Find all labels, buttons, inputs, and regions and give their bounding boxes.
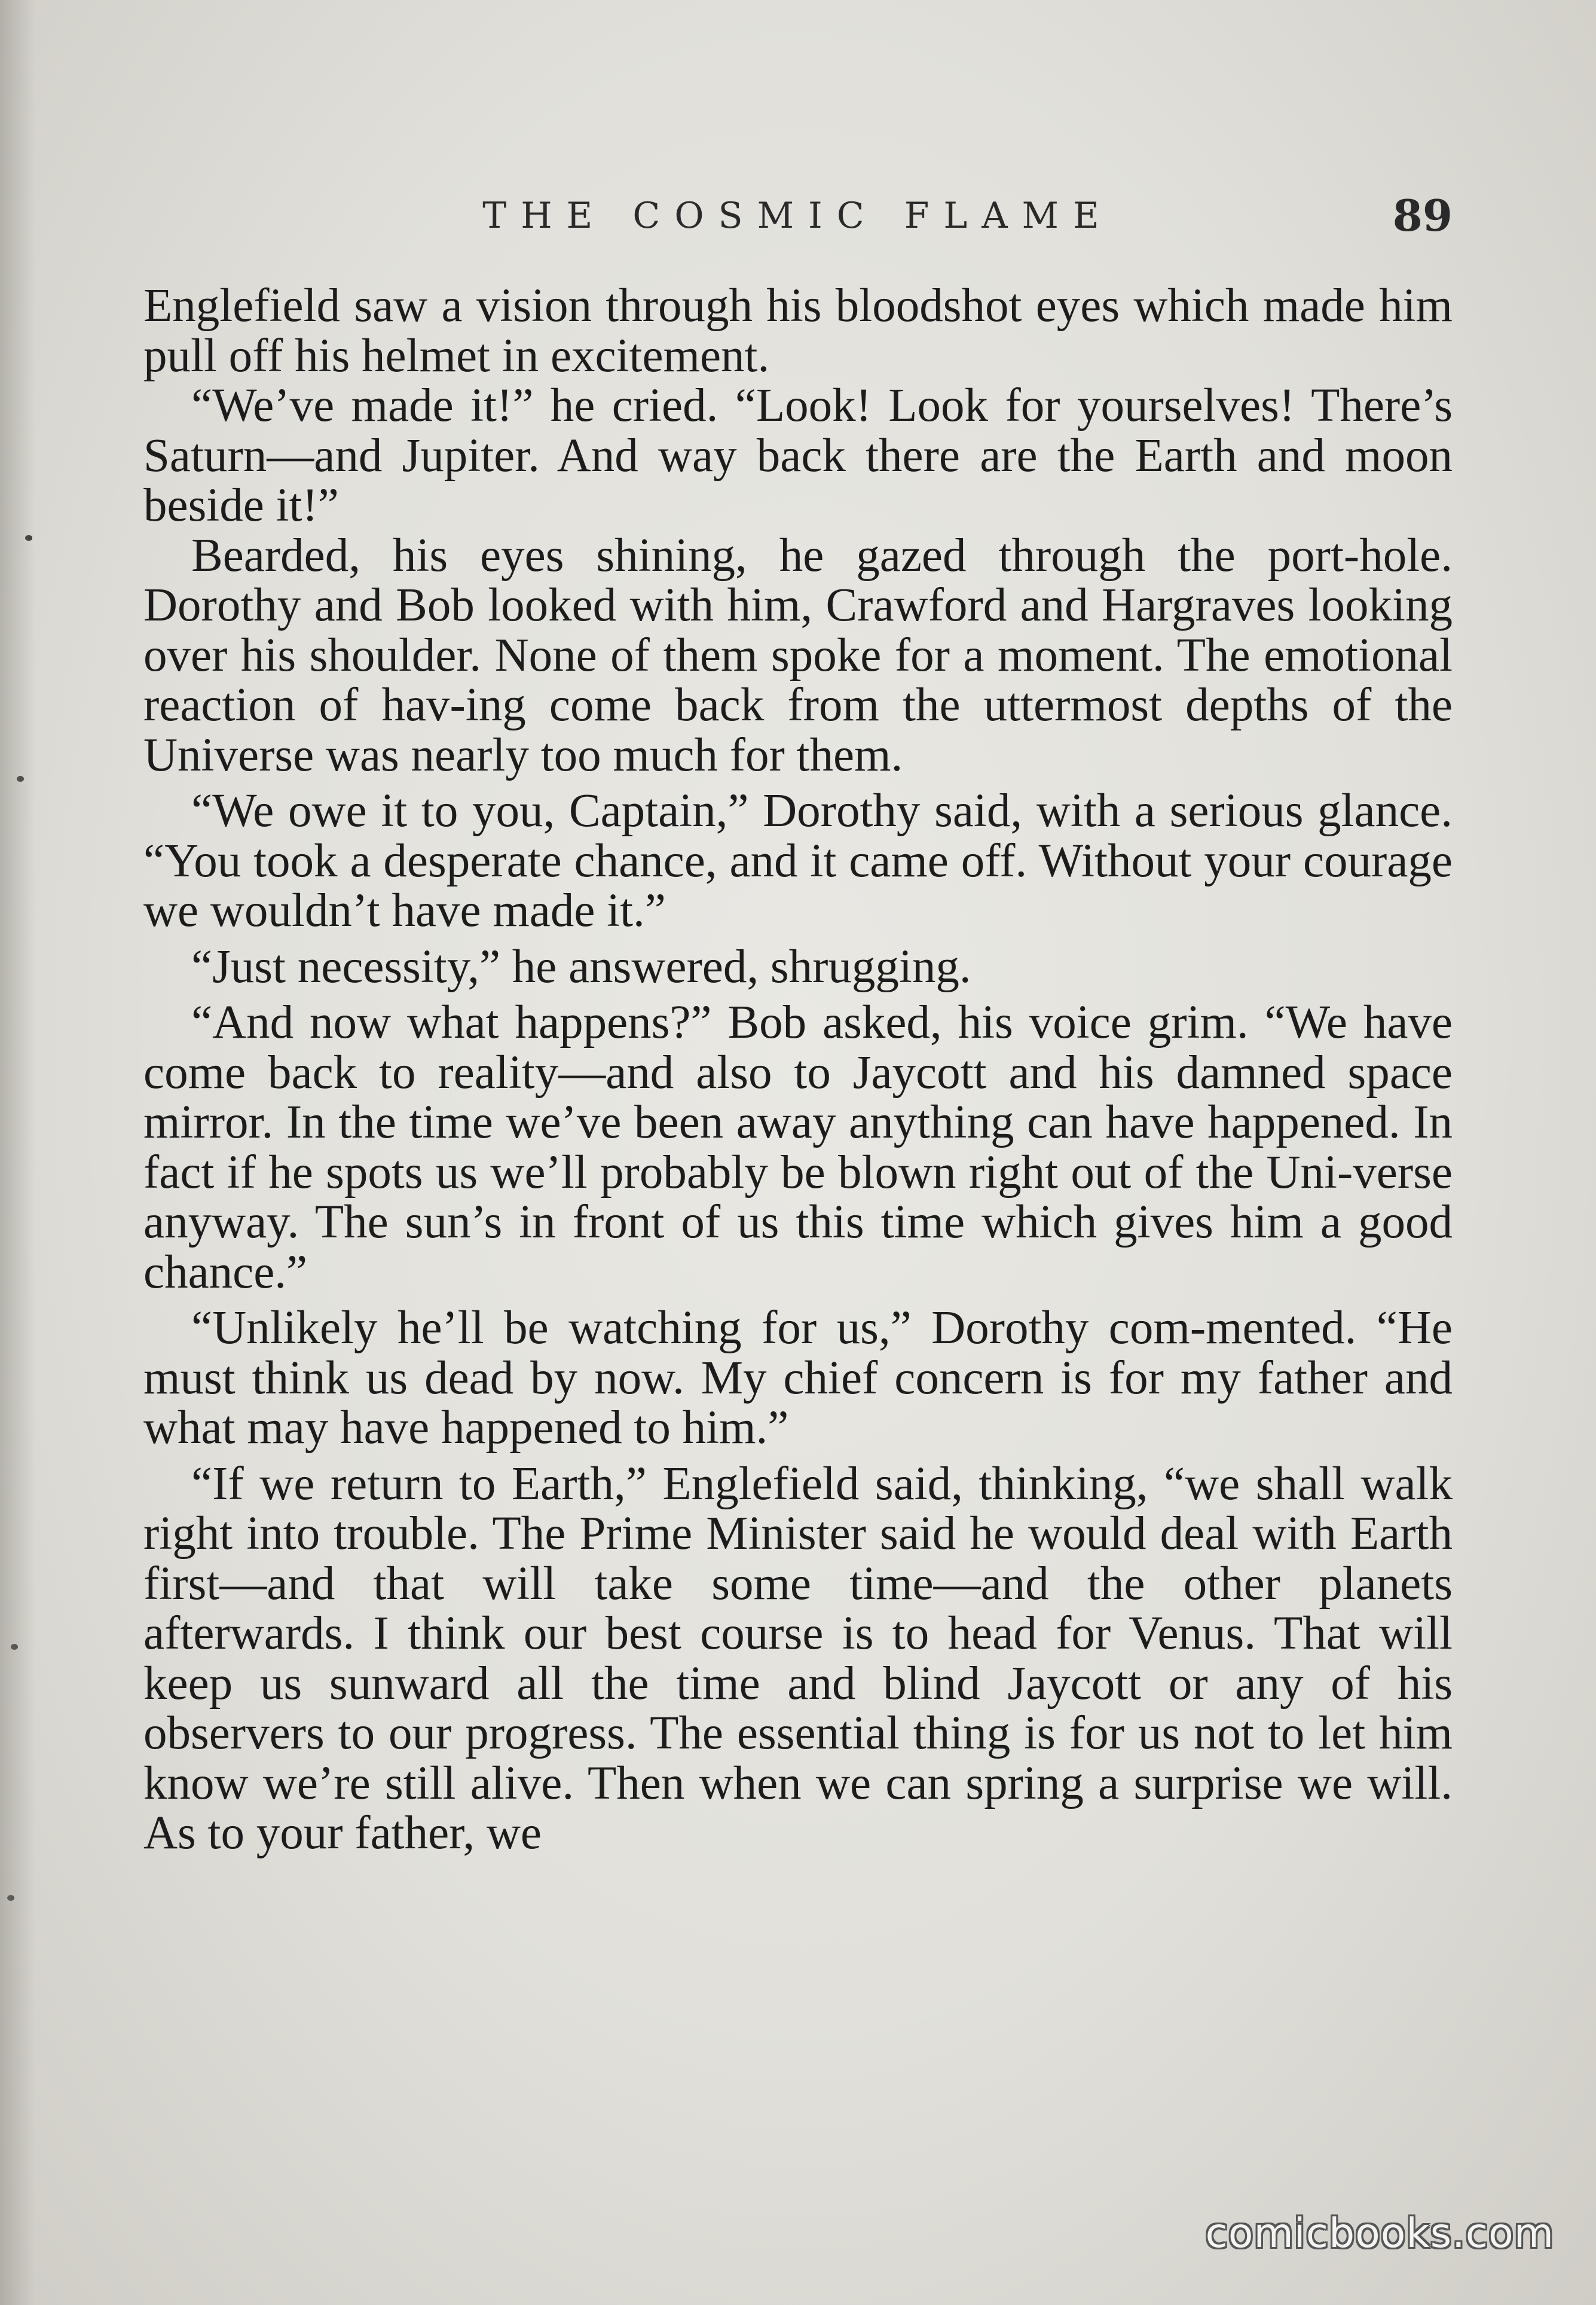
watermark: comicbooks.com xyxy=(1205,2210,1554,2257)
paragraph: “Unlikely he’ll be watching for us,” Dorothy com-mented. “He must think us dead by now. My chief concern is for my father and what may have happened to him.” xyxy=(143,1302,1453,1454)
running-title: THE COSMIC FLAME xyxy=(482,195,1114,237)
paper-speck xyxy=(11,1644,18,1650)
paragraph: “If we return to Earth,” Englefield said, thinking, “we shall walk right into trouble. The Prime Minister said he would deal with Earth first—and that will take some time—and the other planets afterwards. I think our best course is to head for Venus. That will keep us sunward all the time and blind Jaycott or any of his observers to our progress. The essential thing is for us not to let him know we’re still alive. Then when we can spring a surprise we will. As to your father, we xyxy=(143,1457,1453,1859)
paragraph: “Just necessity,” he answered, shrugging. xyxy=(191,940,971,993)
paragraph: “And now what happens?” Bob asked, his voice grim. “We have come back to reality—and also to Jaycott and his damned space mirror. In the time we’ve been away anything can have happened. In fact if he spots us we’ll probably be blown right out of the Uni-verse anyway. The sun’s in front of us this time which gives him a good chance.” xyxy=(143,996,1453,1298)
paragraph: “We’ve made it!” he cried. “Look! Look for yourselves! There’s Saturn—and Jupiter. And way back there are the Earth and moon beside it!” xyxy=(143,380,1453,531)
paper-speck xyxy=(17,776,24,782)
page-header xyxy=(143,190,1453,244)
paragraph: “We owe it to you, Captain,” Dorothy said, with a serious glance. “You took a desperate chance, and it came off. Without your courage we wouldn’t have made it.” xyxy=(143,785,1453,937)
paper-speck xyxy=(25,535,32,541)
paper-speck xyxy=(7,1895,14,1901)
body-text xyxy=(143,281,1453,1858)
page-number: 89 xyxy=(1392,190,1453,241)
paragraph: Bearded, his eyes shining, he gazed through the port-hole. Dorothy and Bob looked with him, Crawford and Hargraves looking over his shoulder. None of them spoke for a moment. The emotional reaction of hav-ing come back from the uttermost depths of the Universe was nearly too much for them. xyxy=(143,529,1453,781)
paragraph: Englefield saw a vision through his bloodshot eyes which made him pull off his helmet in excitement. xyxy=(143,280,1453,382)
